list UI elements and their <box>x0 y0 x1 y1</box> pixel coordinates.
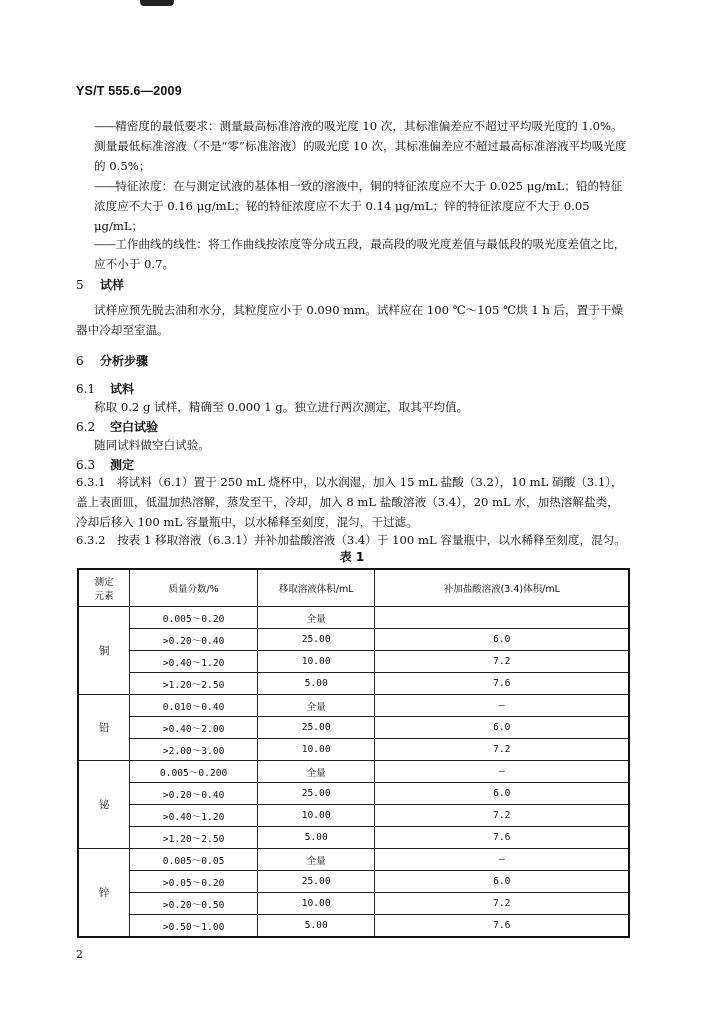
section-6-3-heading: 6.3 测定 <box>76 458 135 472</box>
mass-cell: >0.40～1.20 <box>130 651 258 673</box>
mass-cell: >0.20～0.40 <box>130 629 258 651</box>
page-number: 2 <box>76 948 83 961</box>
acid-cell: 6.0 <box>375 783 629 805</box>
acid-cell: — <box>375 761 629 783</box>
requirement-characteristic-concentration: ——特征浓度：在与测定试液的基体相一致的溶液中，铜的特征浓度应不大于 0.025 μg/mL；铅的特征浓度应不大于 0.16 μg/mL；铋的特征浓度应不大于 0.14 μg/mL；锌的特征浓度应不大于 0.05 μg/mL； <box>94 179 623 233</box>
table-row <box>78 651 629 673</box>
element-cell: 铜 <box>78 607 130 695</box>
mass-cell: >0.20～0.40 <box>130 783 258 805</box>
element-cell: 锌 <box>78 849 130 938</box>
volume-cell: 10.00 <box>257 651 375 673</box>
acid-cell: 7.2 <box>375 893 629 915</box>
section-5-heading: 5 试样 <box>76 278 125 292</box>
mass-cell: 0.005～0.200 <box>130 761 258 783</box>
volume-cell: 25.00 <box>257 871 375 893</box>
table-row <box>78 629 629 651</box>
acid-cell: 7.6 <box>375 915 629 938</box>
volume-cell: 25.00 <box>257 783 375 805</box>
acid-cell: 6.0 <box>375 717 629 739</box>
mass-cell: >0.20～0.50 <box>130 893 258 915</box>
table-caption: 表 1 <box>339 550 365 564</box>
acid-cell: 7.6 <box>375 827 629 849</box>
volume-cell: 5.00 <box>257 673 375 695</box>
section-6-3-2-text: 6.3.2 按表 1 移取溶液（6.3.1）并补加盐酸溶液（3.4）于 100 mL 容量瓶中，以水稀释至刻度，混匀。 <box>76 533 626 547</box>
mass-cell: >0.40～2.00 <box>130 717 258 739</box>
header-acid-volume: 补加盐酸溶液(3.4)体积/mL <box>375 569 629 607</box>
table-row <box>78 695 629 717</box>
section-6-1-heading: 6.1 试料 <box>76 382 135 396</box>
acid-cell: 6.0 <box>375 629 629 651</box>
header-volume: 移取溶液体积/mL <box>257 569 375 607</box>
header-element: 测定 元素 <box>78 569 130 607</box>
standard-number: YS/T 555.6—2009 <box>76 84 182 98</box>
mass-cell: 0.005～0.05 <box>130 849 258 871</box>
section-6-2-heading: 6.2 空白试验 <box>76 420 159 434</box>
element-cell: 铅 <box>78 695 130 761</box>
acid-cell: 7.2 <box>375 739 629 761</box>
volume-cell: 全量 <box>257 607 375 629</box>
acid-cell <box>375 607 629 629</box>
volume-cell: 全量 <box>257 761 375 783</box>
volume-cell: 全量 <box>257 849 375 871</box>
mass-cell: 0.005～0.20 <box>130 607 258 629</box>
requirement-precision: ——精密度的最低要求：测量最高标准溶液的吸光度 10 次，其标准偏差应不超过平均吸光度的 1.0%。测量最低标准溶液（不是“零”标准溶液）的吸光度 10 次，其标准偏差应不超过最高标准溶液平均吸光度的 0.5%； <box>94 119 627 173</box>
mass-cell: >0.50～1.00 <box>130 915 258 938</box>
table-row <box>78 607 629 629</box>
table-row <box>78 849 629 871</box>
mass-cell: >1.20～2.50 <box>130 827 258 849</box>
section-6-3-1-text: 6.3.1 将试料（6.1）置于 250 mL 烧杯中，以水润湿，加入 15 mL 盐酸（3.2），10 mL 硝酸（3.1），盖上表面皿，低温加热溶解，蒸发至干，冷却，加入 8 mL 盐酸溶液（3.4），20 mL 水，加热溶解盐类，冷却后移入 100 mL 容量瓶中，以水稀释至刻度，混匀，干过滤。 <box>76 475 623 529</box>
table-header-row <box>78 569 629 607</box>
table-row <box>78 915 629 938</box>
table-1 <box>77 568 630 938</box>
table-row <box>78 783 629 805</box>
volume-cell: 10.00 <box>257 739 375 761</box>
mass-cell: >1.20～2.50 <box>130 673 258 695</box>
table-row <box>78 871 629 893</box>
table-row <box>78 673 629 695</box>
acid-cell: — <box>375 695 629 717</box>
volume-cell: 25.00 <box>257 717 375 739</box>
mass-cell: >0.40～1.20 <box>130 805 258 827</box>
header-mass-fraction: 质量分数/% <box>130 569 258 607</box>
volume-cell: 10.00 <box>257 893 375 915</box>
acid-cell: 7.2 <box>375 651 629 673</box>
volume-cell: 5.00 <box>257 915 375 938</box>
table-row <box>78 827 629 849</box>
acid-cell: — <box>375 849 629 871</box>
acid-cell: 6.0 <box>375 871 629 893</box>
mass-cell: >2.00～3.00 <box>130 739 258 761</box>
table-row <box>78 739 629 761</box>
table-row <box>78 717 629 739</box>
volume-cell: 10.00 <box>257 805 375 827</box>
table-row <box>78 893 629 915</box>
volume-cell: 25.00 <box>257 629 375 651</box>
section-6-heading: 6 分析步骤 <box>76 354 149 368</box>
mass-cell: >0.05～0.20 <box>130 871 258 893</box>
volume-cell: 5.00 <box>257 827 375 849</box>
section-6-2-text: 随同试料做空白试验。 <box>94 438 210 452</box>
acid-cell: 7.6 <box>375 673 629 695</box>
volume-cell: 全量 <box>257 695 375 717</box>
acid-cell: 7.2 <box>375 805 629 827</box>
section-6-1-text: 称取 0.2 g 试样，精确至 0.000 1 g。独立进行两次测定，取其平均值。 <box>94 400 469 414</box>
table-row <box>78 761 629 783</box>
scan-mark <box>140 0 174 6</box>
section-5-text: 试样应预先脱去油和水分，其粒度应小于 0.090 mm。试样应在 100 ℃～105 ℃烘 1 h 后，置于干燥器中冷却至室温。 <box>76 303 624 337</box>
mass-cell: 0.010～0.40 <box>130 695 258 717</box>
element-cell: 铋 <box>78 761 130 849</box>
table-row <box>78 805 629 827</box>
requirement-linearity: ——工作曲线的线性：将工作曲线按浓度等分成五段，最高段的吸光度差值与最低段的吸光度差值之比，应不小于 0.7。 <box>94 237 626 271</box>
